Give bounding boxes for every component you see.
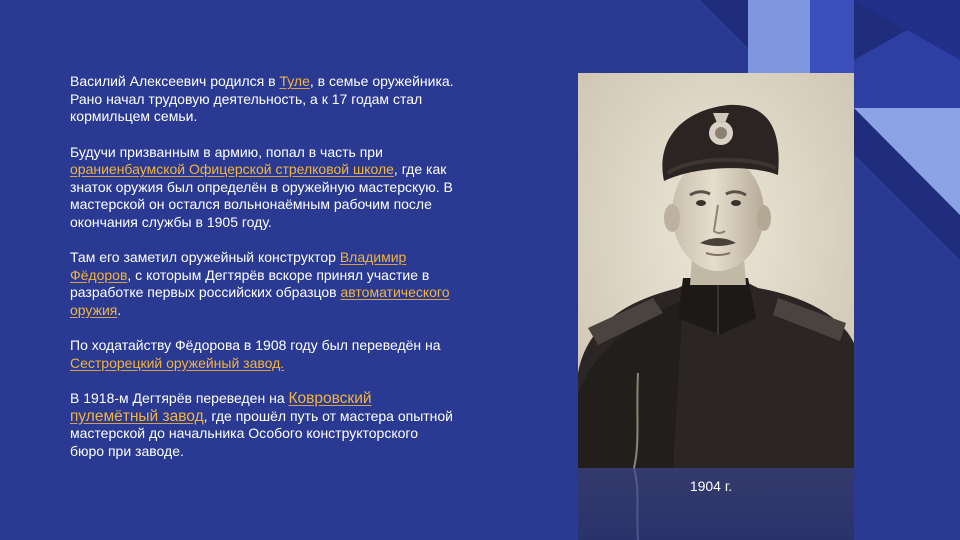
hyperlink[interactable]: Владимир Фёдоров xyxy=(70,249,407,283)
paragraph xyxy=(70,390,455,460)
paragraph-text: , с которым Дегтярёв вскоре принял участие в разработке первых российских образцов xyxy=(70,266,430,300)
hyperlink[interactable]: автоматического оружия xyxy=(70,284,450,318)
paragraph xyxy=(70,144,455,232)
hyperlink[interactable]: ораниенбаумской Офицерской стрелковой школе xyxy=(70,161,394,177)
portrait-image xyxy=(578,73,854,468)
paragraph xyxy=(70,73,455,126)
paragraph-text: Там его заметил оружейный конструктор xyxy=(70,249,340,265)
hyperlink[interactable]: Сестрорецкий оружейный завод. xyxy=(70,354,285,371)
paragraph-text: Будучи призванным в армию, попал в часть при xyxy=(70,143,383,160)
paragraph-text: , в семье оружейника. Рано начал трудовую деятельность, а к 17 годам стал кормильцем семьи. xyxy=(70,73,454,124)
portrait-photo xyxy=(578,73,854,468)
paragraph xyxy=(70,337,455,372)
biography-text xyxy=(70,73,455,478)
paragraph-text: , где прошёл путь от мастера опытной мастерской до начальника Особого конструкторского бюро при заводе. xyxy=(70,407,454,459)
photo-caption: 1904 г. xyxy=(689,478,733,494)
paragraph-text: По ходатайству Фёдорова в 1908 году был переведён на xyxy=(70,337,441,353)
paragraph-text: Василий Алексеевич родился в xyxy=(70,73,280,89)
deco-mid-triangle xyxy=(810,0,854,75)
paragraph-text: . xyxy=(117,301,122,318)
paragraph xyxy=(70,249,455,319)
hyperlink[interactable]: Ковровский пулемётный завод xyxy=(70,390,372,425)
hyperlink[interactable]: Туле xyxy=(279,73,310,89)
paragraph-text: В 1918-м Дегтярёв переведен на xyxy=(70,390,289,406)
paragraph-text: , где как знаток оружия был определён в оружейную мастерскую. В мастерской он остался вольнонаёмным рабочим после окончания службы в 1905 году. xyxy=(70,161,453,230)
